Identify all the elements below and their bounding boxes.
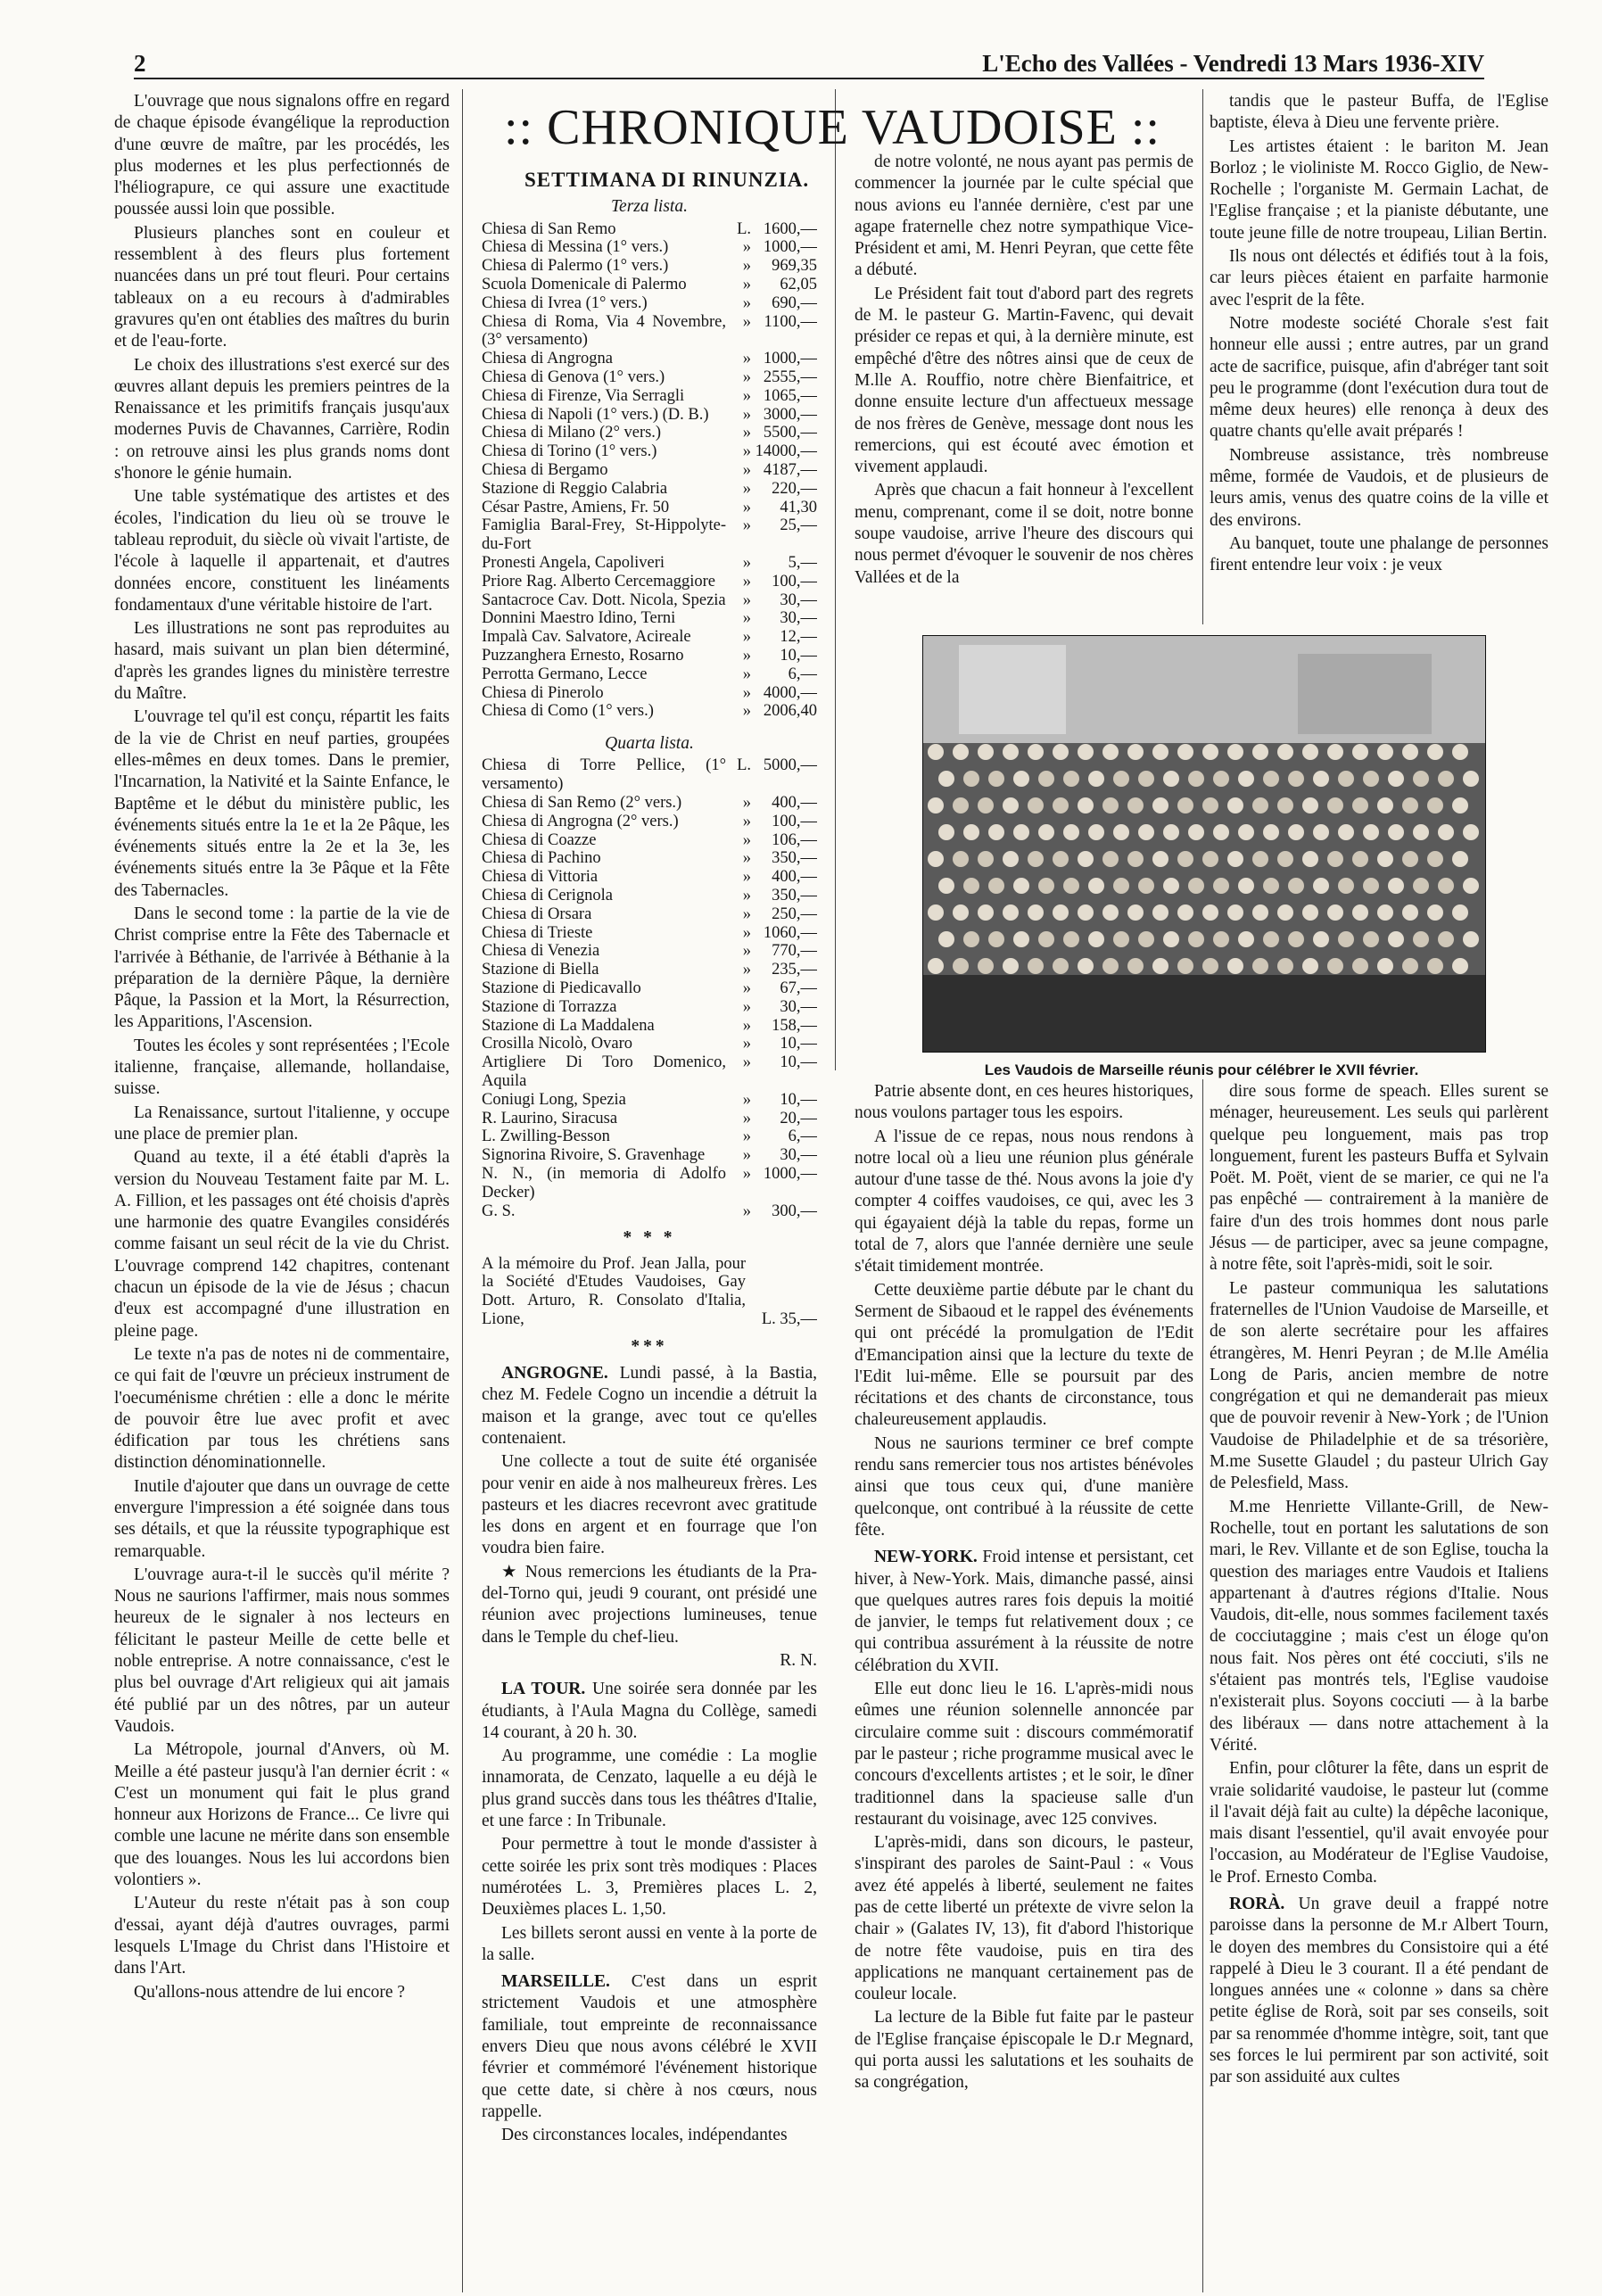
news-heading: RORÀ.: [1229, 1894, 1285, 1913]
donor-name: Famiglia Baral-Frey, St-Hippolyte-du-Fort: [482, 516, 726, 554]
currency-mark: »: [742, 572, 751, 591]
donor-name: Chiesa di Angrogna (2° vers.): [482, 812, 679, 830]
paragraph: Cette deuxième partie débute par le chant du Serment de Sibaoud et le rappel des événements qui ont précédé la promulgation de l'Edit d'Emancipation ainsi que la lecture du texte de l'Edit lui-même. Elle se poursuit par des récitations et des chants de circonstance, tous chaleureusement applaudis.: [855, 1280, 1193, 1430]
donation-row: [482, 499, 817, 517]
currency-mark: »: [742, 479, 751, 498]
currency-mark: »: [742, 1146, 751, 1165]
donation-amount: 100,—: [772, 812, 817, 830]
paragraph: Inutile d'ajouter que dans un ouvrage de cette envergure l'impression a été soignée dans tous ses détails, et que la réussite typographique est remarquable.: [114, 1476, 450, 1561]
news-heading: LA TOUR.: [501, 1680, 586, 1699]
donation-row: [482, 1110, 817, 1128]
paragraph: Après que chacun a fait honneur à l'excellent menu, comprenant, come il se doit, notre bonne soupe vaudoise, arrive l'heure des discours qui nous permet d'évoquer le souvenir de nos chères Vallées et de la: [855, 481, 1193, 587]
currency-mark: »: [742, 386, 751, 405]
donor-name: Chiesa di Firenze, Via Serragli: [482, 386, 685, 405]
currency-mark: »: [742, 830, 751, 849]
donation-row: [482, 813, 817, 831]
page-header: [134, 49, 1484, 79]
donation-amount: 106,—: [772, 830, 817, 849]
donation-amount: 1000,—: [763, 350, 817, 368]
donor-name: Stazione di Biella: [482, 961, 599, 979]
paragraph: dire sous forme de speach. Elles surent se ménager, heureusement. Les seuls qui parlèrent quelque peu longuement, mais pas trop longuement, furent les pasteurs Buffa et Sylvain Poët. M. Poët, vient de se marier, ce qui ne l'a pas enpêché — contrairement à la manière de faire d'un des trois hommes dont nous parle Jésus — de participer, avec sa jeune compagne, à notre fête, soit l'après-midi, soit le soir.: [1210, 1082, 1548, 1275]
paragraph: Le texte n'a pas de notes ni de commentaire, ce qui fait de l'œuvre un précieux instrument de l'oecuménisme chrétien : elle a donc le mérite de pouvoir être lue avec profit et avec édification par tous les chrétiens sans distinction dénominationnelle.: [114, 1344, 450, 1473]
donor-name: Chiesa di Napoli (1° vers.) (D. B.): [482, 405, 709, 424]
donation-row: [482, 461, 817, 480]
currency-mark: »: [742, 442, 751, 461]
paragraph: L'ouvrage tel qu'il est conçu, répartit les faits de la vie de Christ en neuf parties, groupées elles-mêmes en deux tomes. Dans le premier, l'Incarnation, la Nativité et la Sainte Enfance, le Baptême et le début du ministère public, les événements situés entre la 1e et la 2e Pâque, les événements situés entre la 2e et la 3e, les événements situés entre la 3e Pâque et la Fête des Tabernacles.: [114, 707, 450, 900]
paragraph: Dans le second tome : la partie de la vie de Christ comprise entre la Fête des Tabernacle et l'arrivée à Béthanie, de l'arrivée à Béthanie à la préparation de la dernière Pâque, la dernière Pâque, la Passion et la Mort, la Résurrection, les Apparitions, l'Ascension.: [114, 904, 450, 1032]
column-rule: [1202, 89, 1203, 624]
donation-amount: 30,—: [780, 997, 817, 1016]
donation-amount: 1065,—: [763, 386, 817, 405]
donation-amount: 14000,—: [755, 442, 817, 461]
paragraph: Enfin, pour clôturer la fête, dans un esprit de vraie solidarité vaudoise, le pasteur lut (comme il l'avait déjà fait au culte) la dépêche laconique, mais disant l'essentiel, qu'il avait envoyée pour l'occasion, au Modérateur de l'Eglise Vaudoise, le Prof. Ernesto Comba.: [1210, 1759, 1548, 1887]
currency-mark: »: [742, 553, 751, 572]
donation-amount: 41,30: [780, 498, 817, 516]
currency-mark: »: [742, 979, 751, 997]
donation-amount: 100,—: [772, 572, 817, 591]
paragraph: La Métropole, journal d'Anvers, où M. Meille a été pasteur jusqu'à l'an dernier écrit : « C'est un monument qui fait le plus grand honneur aux Horizons de France... Ce livre qui comble une lacune ne mérite dans son ensemble que des louanges. Nous les lui accordons bien volontiers ».: [114, 1740, 450, 1890]
donation-row: [482, 1127, 817, 1146]
currency-mark: »: [742, 961, 751, 979]
donor-name: Chiesa di Torre Pellice, (1° versamento): [482, 756, 726, 794]
news-text: Une collecte a tout de suite été organisée pour venir en aide à nos malheureux frères. Les pasteurs et les diacres recevront avec gratitude les dons en argent et en fourrage que l'on voudra bien faire.: [482, 1452, 817, 1558]
donation-amount: 20,—: [780, 1109, 817, 1127]
donor-name: Chiesa di Vittoria: [482, 868, 599, 887]
donation-row: [482, 480, 817, 499]
paragraph: A l'issue de ce repas, nous nous rendons à notre local où a lieu une réunion plus générale autour d'une tasse de thé. Nous avons la joie d'y compter 4 coiffes vaudoises, ce qui, avec les 3 qui égayaient déjà la table du repas, forme un total de 7, alors que l'année dernière une seule s'était timidement montrée.: [855, 1127, 1193, 1276]
donation-row: [482, 979, 817, 998]
currency-mark: »: [742, 460, 751, 479]
donation-list: [482, 220, 817, 722]
donation-row: [482, 887, 817, 905]
news-heading: NEW-YORK.: [874, 1548, 978, 1567]
donation-row: [482, 442, 817, 461]
paragraph: Au banquet, toute une phalange de personnes firent entendre leur voix : je veux: [1210, 533, 1548, 575]
currency-mark: »: [742, 424, 751, 442]
currency-mark: »: [742, 942, 751, 961]
donation-amount: 1060,—: [763, 923, 817, 942]
donation-amount: 1000,—: [763, 1164, 817, 1183]
donor-name: Chiesa di Venezia: [482, 942, 600, 961]
currency-mark: »: [742, 1035, 751, 1053]
currency-mark: »: [742, 1090, 751, 1109]
donation-amount: 2006,40: [763, 702, 817, 721]
donation-row: [482, 387, 817, 406]
currency-mark: »: [742, 665, 751, 683]
column-3-top: [855, 152, 1193, 624]
paragraph: Plusieurs planches sont en couleur et ressemblent à des fleurs plus fortement nuancées dans un pré tout fleuri. Pour certains tableaux on a eu recours à d'admirables gravures qu'en ont établies des maîtres du burin et de l'eau-forte.: [114, 223, 450, 351]
donor-name: N. N., (in memoria di Adolfo Decker): [482, 1164, 726, 1202]
paragraph: Elle eut donc lieu le 16. L'après-midi nous eûmes une réunion solennelle annoncée par circulaire comme suit : discours commémoratif par le pasteur ; riche programme musical avec le concours d'excellents artistes ; et le soir, le dîner traditionnel dans la spacieuse salle d'un restaurant du voisinage, avec 125 convives.: [855, 1680, 1193, 1829]
donation-row: [482, 591, 817, 610]
donation-amount: 400,—: [772, 868, 817, 887]
separator: * * *: [623, 1228, 676, 1248]
donor-name: Impalà Cav. Salvatore, Acireale: [482, 628, 691, 647]
section-title: SETTIMANA DI RINUNZIA.: [524, 169, 810, 191]
donor-name: Chiesa di Ivrea (1° vers.): [482, 293, 648, 312]
donation-amount: 5500,—: [763, 424, 817, 442]
banner-ornament-right: ::: [1130, 100, 1160, 155]
currency-mark: L.: [737, 219, 751, 238]
group-photo: [922, 635, 1486, 1053]
currency-mark: »: [742, 997, 751, 1016]
column-4-bottom: [1210, 1081, 1548, 2276]
donation-amount: 4000,—: [763, 683, 817, 702]
currency-mark: »: [742, 1016, 751, 1035]
donation-row: [482, 294, 817, 313]
donor-name: Perrotta Germano, Lecce: [482, 665, 648, 683]
column-rule: [462, 89, 463, 2292]
currency-mark: »: [742, 683, 751, 702]
paragraph: Notre modeste société Chorale s'est fait honneur elle aussi ; entre autres, par un grand acte de sacrifice, puisque, afin d'abréger tant soit peu le programme (dont l'exécution dura tout de même deux heures) elle renonça à deux des quatre chants qu'elle avait préparés !: [1210, 313, 1548, 442]
donation-amount: 4187,—: [763, 460, 817, 479]
donation-row: [482, 516, 817, 554]
currency-mark: »: [742, 794, 751, 812]
currency-mark: »: [742, 498, 751, 516]
donation-amount: 235,—: [772, 961, 817, 979]
memorial-amount: L. 35,—: [761, 1310, 817, 1329]
donation-amount: 220,—: [772, 479, 817, 498]
donation-amount: 5000,—: [763, 756, 817, 775]
paragraph: M.me Henriette Villante-Grill, de New-Rochelle, tout en portant les salutations de son mari, le Rev. Villante et de son Eglise, toucha la question des mariages entre Vaudois et Italiens appartenant à d'autres régions d'Italie. Nous Vaudois, dit-elle, nous sommes facilement taxés de cocciutaggine ; mais c'est un éloge qu'on nous fait. Nos pères ont été cocciuti, s'ils ne s'étaient pas montrés tels, l'Eglise vaudoise n'existerait plus. Soyons cocciuti — à la barbe des libéraux — dans notre attachement à la Vérité.: [1210, 1497, 1548, 1755]
paragraph: Une table systématique des artistes et des écoles, l'indication du lieu où se trouve le tableau reproduit, du siècle où vivait l'artiste, de l'école à laquelle il appartenait, et d'autres données encore, constituent les linéaments fondamentaux d'une véritable histoire de l'art.: [114, 487, 450, 615]
news-text: Un grave deuil a frappé notre paroisse dans la personne de M.r Albert Tourn, le doyen des membres du Consistoire qui a été rappelé à Dieu le 3 courant. Il a été pendant de longues années une « colonne » dans sa chère petite église de Rorà, soit par ses conseils, soit par sa renommée d'homme intègre, soit, tant que ses forces le lui permirent par son activité, soit par son assiduité aux cultes: [1210, 1894, 1548, 2087]
currency-mark: »: [742, 904, 751, 923]
donor-name: Pronesti Angela, Capoliveri: [482, 553, 665, 572]
donation-row: [482, 350, 817, 368]
donation-row: [482, 220, 817, 239]
donation-row: [482, 406, 817, 425]
currency-mark: »: [742, 591, 751, 609]
currency-mark: »: [742, 368, 751, 386]
paragraph: Patrie absente dont, en ces heures historiques, nous voulons partager tous les espoirs.: [855, 1082, 1193, 1123]
donation-row: [482, 1202, 817, 1221]
news-text: Au programme, une comédie : La moglie innamorata, de Cenzato, laquelle a eu déjà le plus grand succès dans tous les théâtres d'Italie, et une farce : In Tribunale.: [482, 1747, 817, 1831]
currency-mark: »: [742, 293, 751, 312]
donation-amount: 12,—: [780, 628, 817, 647]
donor-name: Chiesa di Bergamo: [482, 460, 608, 479]
paragraph: Les illustrations ne sont pas reproduites au hasard, mais suivant un plan bien déterminé, d'après les grandes lignes du ministère terrestre du Maître.: [114, 619, 450, 704]
paragraph: L'Auteur du reste n'était pas à son coup d'essai, ayant déjà d'autres ouvrages, parmi lesquels L'Image du Christ dans l'Histoire et dans l'Art.: [114, 1894, 450, 1978]
currency-mark: »: [742, 923, 751, 942]
currency-mark: »: [742, 646, 751, 665]
paragraph: Toutes les écoles y sont représentées ; l'Ecole italienne, française, allemande, hollandaise, suisse.: [114, 1036, 450, 1099]
currency-mark: »: [742, 1202, 751, 1220]
donation-amount: 10,—: [780, 1053, 817, 1072]
donation-amount: 1100,—: [764, 312, 817, 331]
paragraph: Qu'allons-nous attendre de lui encore ?: [134, 1982, 406, 2002]
donor-name: Chiesa di Pachino: [482, 849, 601, 868]
paragraph: tandis que le pasteur Buffa, de l'Eglise baptiste, éleva à Dieu une fervente prière.: [1210, 92, 1548, 133]
donor-name: Scuola Domenicale di Palermo: [482, 275, 687, 293]
donation-row: [482, 961, 817, 979]
currency-mark: »: [742, 868, 751, 887]
donation-row: [482, 424, 817, 442]
column-rule: [835, 89, 836, 1070]
donor-name: Stazione di Reggio Calabria: [482, 479, 668, 498]
paragraph: Les artistes étaient : le bariton M. Jean Borloz ; le violiniste M. Rocco Giglio, de New-Rochelle ; l'organiste M. Germain Lachat, de l'Eglise française ; et la pianiste débutante, une toute jeune fille de notre troupeau, Lilian Bertin.: [1210, 136, 1548, 243]
donation-amount: 30,—: [780, 609, 817, 628]
donation-row: [482, 942, 817, 961]
currency-mark: »: [742, 849, 751, 868]
donor-name: Chiesa di San Remo: [482, 219, 616, 238]
donation-row: [482, 1053, 817, 1091]
donation-row: [482, 628, 817, 647]
currency-mark: »: [742, 628, 751, 647]
donation-row: [482, 998, 817, 1017]
photo-caption: Les Vaudois de Marseille réunis pour célébrer le XVII février.: [984, 1061, 1419, 1078]
news-text: Les billets seront aussi en vente à la porte de la salle.: [482, 1923, 817, 1964]
currency-mark: »: [742, 812, 751, 830]
currency-mark: »: [742, 1164, 751, 1183]
page-number: 2: [134, 50, 146, 77]
paragraph: de notre volonté, ne nous ayant pas permis de commencer la journée par le culte spécial que nous avions eu l'année dernière, c'est par une agape fraternelle chez notre sympathique Vice-Président et ami, M. Henri Peyran, que cette fête a débuté.: [855, 153, 1193, 280]
list-title: Terza lista.: [611, 197, 688, 217]
currency-mark: »: [742, 257, 751, 276]
column-2: [482, 166, 817, 2280]
currency-mark: »: [742, 1053, 751, 1072]
donor-name: Chiesa di Torino (1° vers.): [482, 442, 657, 461]
donation-row: [482, 905, 817, 924]
paragraph: Le choix des illustrations s'est exercé sur des œuvres allant depuis les premiers peintres de la Renaissance et les primitifs français jusqu'aux modernes Puvis de Chavannes, Carrière, Rodin : on retrouve ainsi les plus grands noms dont s'honore le génie humain.: [114, 355, 450, 483]
donation-row: [482, 1017, 817, 1036]
paragraph: L'ouvrage que nous signalons offre en regard de chaque épisode évangélique la reproduction d'une œuvre de maître, par les procédés, les plus modernes et les plus perfectionnés de l'héliograpure, ce qui assure une exactitude poussée aussi loin que possible.: [114, 92, 450, 219]
donor-name: Santacroce Cav. Dott. Nicola, Spezia: [482, 591, 726, 609]
paragraph: Nombreuse assistance, très nombreuse même, formée de Vaudois, et de plusieurs de leurs amis, venus des quatre coins de la ville et des environs.: [1210, 445, 1548, 530]
news-text: ★ Nous remercions les étudiants de la Pra-del-Torno qui, jeudi 9 courant, ont présidé une réunion avec projections lumineuses, tenue dans le Temple du chef-lieu.: [482, 1562, 817, 1647]
donation-row: [482, 1035, 817, 1053]
memorial-donation: [482, 1255, 817, 1329]
donation-amount: 969,35: [772, 257, 817, 276]
donation-amount: 770,—: [772, 942, 817, 961]
donation-amount: 1600,—: [763, 219, 817, 238]
currency-mark: »: [742, 350, 751, 368]
donor-name: G. S.: [482, 1202, 516, 1220]
donor-name: Artigliere Di Toro Domenico, Aquila: [482, 1053, 726, 1090]
donor-name: Donnini Maestro Idino, Terni: [482, 609, 676, 628]
currency-mark: »: [742, 886, 751, 904]
donor-name: Chiesa di Orsara: [482, 904, 592, 923]
donation-amount: 400,—: [772, 794, 817, 812]
donation-amount: 30,—: [780, 1146, 817, 1165]
donation-row: [482, 684, 817, 703]
currency-mark: »: [742, 275, 751, 293]
donation-row: [482, 609, 817, 628]
donation-row: [482, 665, 817, 684]
paragraph: Nous ne saurions terminer ce bref compte rendu sans remercier tous nos artistes bénévoles ainsi que tous ceux qui, d'une manière quelconque, ont contribué à la réussite de cette fête.: [855, 1433, 1193, 1540]
donation-amount: 350,—: [772, 886, 817, 904]
donation-amount: 67,—: [780, 979, 817, 997]
donation-row: [482, 313, 817, 351]
donation-amount: 10,—: [780, 1035, 817, 1053]
paragraph: L'ouvrage aura-t-il le succès qu'il mérite ? Nous ne saurions l'affirmer, mais nous sommes heureux de le signaler à nos lecteurs en félicitant le pasteur Meille de cette belle et noble entreprise. A notre connaissance, c'est le plus bel ouvrage d'Art religieux qui ait jamais été publié par un des nôtres, par un auteur Vaudois.: [114, 1565, 450, 1736]
currency-mark: »: [742, 516, 751, 535]
paragraph: La Renaissance, surtout l'italienne, y occupe une place de premier plan.: [114, 1103, 450, 1144]
donor-name: Chiesa di Trieste: [482, 923, 593, 942]
donor-name: Chiesa di San Remo (2° vers.): [482, 794, 682, 812]
donation-row: [482, 868, 817, 887]
donor-name: Crosilla Nicolò, Ovaro: [482, 1035, 633, 1053]
donation-row: [482, 1165, 817, 1202]
donor-name: Chiesa di Pinerolo: [482, 683, 604, 702]
memorial-text: A la mémoire du Prof. Jean Jalla, pour la Société d'Etudes Vaudoises, Gay Dott. Arturo, R. Consolato d'Italia, Lione,: [482, 1254, 746, 1329]
donation-row: [482, 238, 817, 257]
donation-amount: 1000,—: [763, 238, 817, 257]
news-heading: MARSEILLE.: [501, 1972, 610, 1992]
paragraph: Quand au texte, il a été établi d'après la version du Nouveau Testament faite par M. L. A. Fillion, et les passages ont été choisis d'après une harmonie des quatre Evangiles considérés comme faisant un seul récit de la vie du Christ. L'ouvrage comprend 142 chapitres, contenant chacun un épisode de la vie de Jésus ; chacun d'eux est accompagné d'une illustration en pleine page.: [114, 1148, 450, 1341]
donor-name: Stazione di La Maddalena: [482, 1016, 655, 1035]
group-photo-image: [923, 636, 1485, 1052]
donor-name: Chiesa di Angrogna: [482, 350, 613, 368]
banner-ornament-left: ::: [504, 100, 534, 155]
donation-amount: 6,—: [788, 665, 817, 683]
donor-name: César Pastre, Amiens, Fr. 50: [482, 498, 670, 516]
donation-amount: 10,—: [780, 1090, 817, 1109]
column-3-bottom: [855, 1081, 1193, 2276]
donation-row: [482, 1146, 817, 1165]
donation-amount: 2555,—: [763, 368, 817, 386]
currency-mark: »: [742, 702, 751, 721]
news-text: Froid intense et persistant, cet hiver, à New-York. Mais, dimanche passé, ainsi que quelques autres rares fois depuis la moitié de janvier, le temps fut relativement doux ; ce qui contribua assurément à la réussite de notre célébration du XVII.: [855, 1548, 1193, 1675]
donation-amount: 3000,—: [763, 405, 817, 424]
donation-amount: 300,—: [772, 1202, 817, 1220]
donation-amount: 350,—: [772, 849, 817, 868]
column-1: [114, 91, 450, 2267]
currency-mark: »: [742, 312, 751, 331]
currency-mark: »: [742, 609, 751, 628]
currency-mark: »: [742, 1127, 751, 1146]
paragraph: Ils nous ont délectés et édifiés tout à la fois, car leurs pièces étaient en parfaite harmonie avec l'esprit de la fête.: [1210, 247, 1548, 310]
column-rule: [1202, 1079, 1203, 2292]
donation-amount: 690,—: [772, 293, 817, 312]
donation-row: [482, 368, 817, 387]
donation-amount: 6,—: [788, 1127, 817, 1146]
donor-name: Priore Rag. Alberto Cercemaggiore: [482, 572, 715, 591]
currency-mark: »: [742, 405, 751, 424]
donation-amount: 5,—: [788, 553, 817, 572]
donation-row: [482, 849, 817, 868]
news-text: C'est dans un esprit strictement Vaudois et une atmosphère familiale, tout empreinte de reconnaissance envers Dieu que nous avons célébré le XVII février et commémoré l'événement historique que cette date, si chère à nos cœurs, nous rappelle.: [482, 1972, 817, 2121]
donor-name: Chiesa di Coazze: [482, 830, 597, 849]
donation-row: [482, 831, 817, 850]
currency-mark: »: [742, 1109, 751, 1127]
paragraph: L'après-midi, dans son dicours, le pasteur, s'inspirant des paroles de Saint-Paul : « Vous avez été appelés à liberté, seulement ne faites pas de cette liberté un prétexte de vivre selon la chair » (Galates IV, 13), fit d'abord l'historique de notre fête vaudoise, puis en tira des applications ne manquant certainement pas de couleur locale.: [855, 1833, 1193, 2004]
banner-title: CHRONIQUE VAUDOISE: [547, 100, 1118, 155]
donation-row: [482, 257, 817, 276]
donor-name: Stazione di Piedicavallo: [482, 979, 641, 997]
donor-name: R. Laurino, Siracusa: [482, 1109, 618, 1127]
donation-amount: 25,—: [780, 516, 817, 535]
donation-row: [482, 794, 817, 813]
donation-row: [482, 554, 817, 573]
news-text: Des circonstances locales, indépendantes: [501, 2126, 788, 2145]
donation-amount: 158,—: [772, 1016, 817, 1035]
donor-name: Chiesa di Cerignola: [482, 886, 613, 904]
news-text: Une soirée sera donnée par les étudiants, à l'Aula Magna du Collège, samedi 14 courant, à 20 h. 30.: [482, 1680, 817, 1742]
donation-row: [482, 924, 817, 943]
donor-name: Signorina Rivoire, S. Gravenhage: [482, 1146, 706, 1165]
paragraph: Le Président fait tout d'abord part des regrets de M. le pasteur G. Martin-Favenc, qui devait présider ce repas et qui, à la dernière minute, est empêché d'être des nôtres ainsi que de ceux de M.lle A. Rouffio, notre chère Bienfaitrice, et donne ensuite lecture d'un affectueux message de nos frères de Genève, message dont nous les remercions, qui est écouté avec émotion et vivement applaudi.: [855, 284, 1193, 477]
donation-amount: 10,—: [780, 646, 817, 665]
donor-name: Stazione di Torrazza: [482, 997, 617, 1016]
donation-row: [482, 276, 817, 294]
donation-row: [482, 647, 817, 665]
donation-list: [482, 756, 817, 1220]
donation-row: [482, 702, 817, 721]
donation-row: [482, 573, 817, 591]
list-title: Quarta lista.: [605, 734, 694, 754]
currency-mark: L.: [737, 756, 751, 775]
donor-name: Chiesa di Como (1° vers.): [482, 702, 654, 721]
donation-amount: 30,—: [780, 591, 817, 609]
donation-row: [482, 756, 817, 794]
donor-name: Coniugi Long, Spezia: [482, 1090, 626, 1109]
section-banner: [464, 96, 1201, 159]
currency-mark: »: [742, 238, 751, 257]
paragraph: La lecture de la Bible fut faite par le pasteur de l'Eglise française épiscopale le D.r Megnard, qui porta aussi les salutations et les souhaits de sa congrégation,: [855, 2008, 1193, 2093]
donation-amount: 62,05: [780, 275, 817, 293]
news-text: Lundi passé, à la Bastia, chez M. Fedele Cogno un incendie a détruit la maison et la grange, avec tout ce qu'elles contenaient.: [482, 1364, 817, 1448]
donor-name: Chiesa di Roma, Via 4 Novembre, (3° versamento): [482, 312, 726, 350]
donor-name: Chiesa di Palermo (1° vers.): [482, 257, 669, 276]
paragraph: Le pasteur communiqua les salutations fraternelles de l'Union Vaudoise de Marseille, et de son alerte secrétaire pour les affaires étrangères, M. Henri Peyran ; de M.lle Amélia Long de Paris, ancien membre de notre congrégation et qui ne demanderait pas mieux que de pouvoir revenir à New-York ; de l'Union Vaudoise de Philadelphie et de sa trésorière, M.me Susette Glaudel ; du pasteur Ulrich Gay de Pelesfield, Mass.: [1210, 1278, 1548, 1493]
news-heading: ANGROGNE.: [501, 1364, 608, 1383]
signature: R. N.: [780, 1650, 817, 1670]
news-text: Pour permettre à tout le monde d'assister à cette soirée les prix sont très modiques : Places numérotées L. 3, Premières places L. 2, Deuxièmes places L. 1,50.: [482, 1835, 817, 1920]
separator: ***: [631, 1336, 668, 1356]
donor-name: Chiesa di Milano (2° vers.): [482, 424, 662, 442]
donor-name: Chiesa di Genova (1° vers.): [482, 368, 665, 386]
masthead: L'Echo des Vallées - Vendredi 13 Mars 1936-XIV: [982, 50, 1484, 77]
column-4-top: [1210, 91, 1548, 626]
donation-row: [482, 1091, 817, 1110]
donor-name: L. Zwilling-Besson: [482, 1127, 610, 1146]
donor-name: Puzzanghera Ernesto, Rosarno: [482, 646, 684, 665]
donor-name: Chiesa di Messina (1° vers.): [482, 238, 669, 257]
donation-amount: 250,—: [772, 904, 817, 923]
